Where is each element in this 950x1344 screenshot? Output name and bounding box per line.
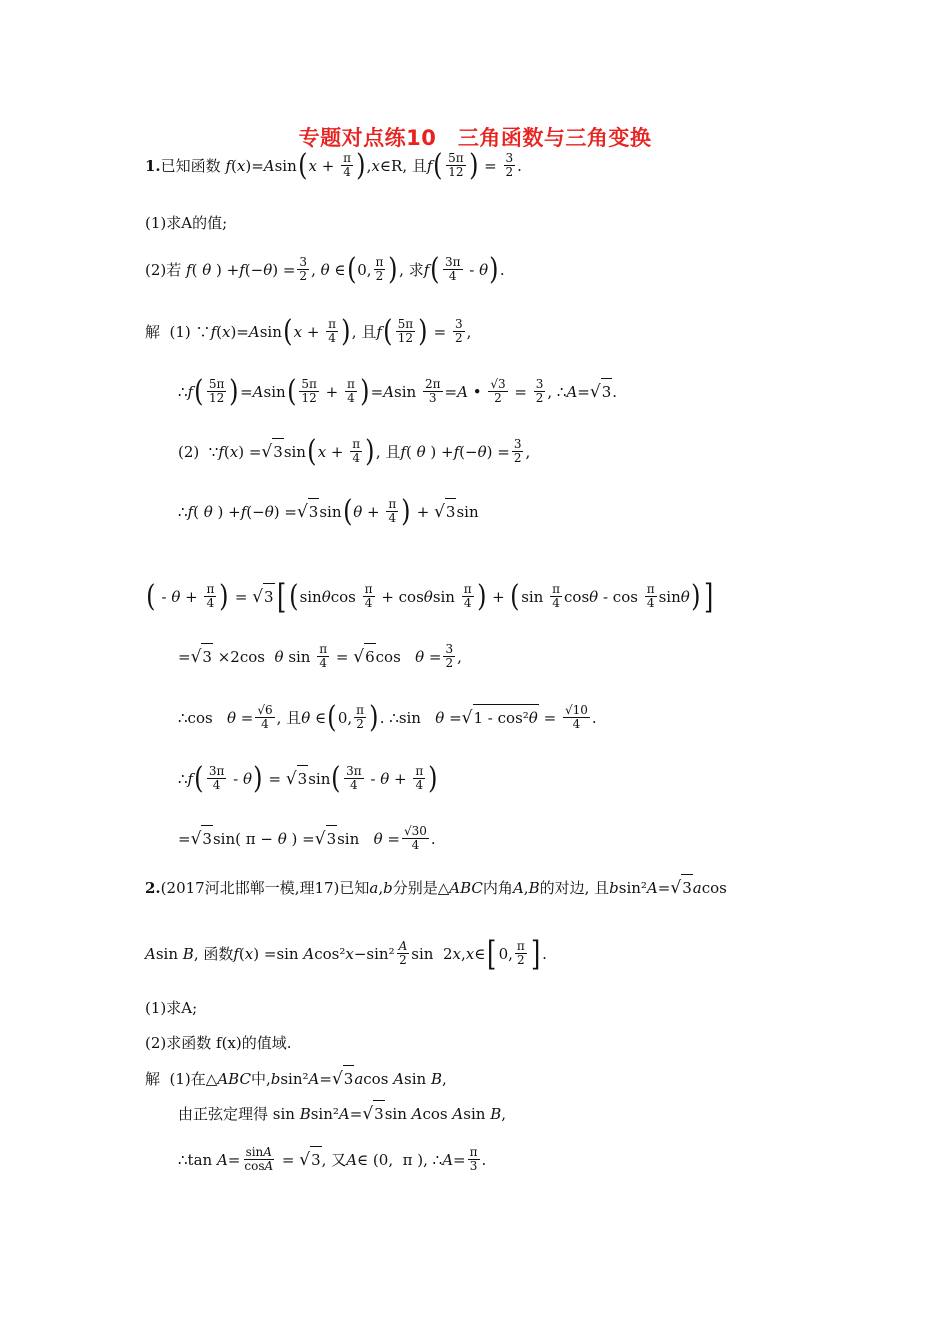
problem-2-solution-line-3: ∴tan A = $\frac{\sin A}{\cos A}$ = √ 3 , 又 A ∈ (0, π ), ∴ A = $\frac{\pi}{3}$ . [178, 1145, 487, 1173]
page-title: 专题对点练10 三角函数与三角变换 [298, 126, 652, 150]
problem-1-question-1: (1)求A的值; [145, 214, 228, 232]
problem-1-solution-line-2: ∴ f ( $\frac{5\pi}{12}$ ) = A sin ( $\frac{5\pi}{12}$ + $\frac{\pi}{4}$ ) = A sin $\frac{2\pi}{3}$ = A • $\frac{√3}{2}$ = $\frac{3}{2}$ , ∴ A = √ 3 . [178, 373, 618, 409]
problem-1-solution-line-5: ( - θ + $\frac{\pi}{4}$ ) = √ 3 [ ( sin θ cos $\frac{\pi}{4}$ + cos θ sin $\frac{\pi}{4}$ ) + ( sin $\frac{\pi}{4}$ cos θ - cos $\frac{\pi}{4}$ sin θ ) ] [146, 576, 713, 617]
problem-2-question-1: (1)求A; [145, 999, 198, 1017]
problem-1-solution-line-9: = √ 3 sin( π − θ ) = √ 3 sin θ = $\frac{√30}{4}$ . [178, 824, 436, 852]
problem-1-solution-line-8: ∴ f ( $\frac{3\pi}{4}$ - θ ) = √ 3 sin ( $\frac{3\pi}{4}$ - θ + $\frac{\pi}{4}$ ) [178, 760, 438, 796]
problem-1-solution-line-3: (2) ∵ f ( x ) = √ 3 sin ( x + $\frac{\pi}{4}$ ) , 且 f ( θ ) + f (− θ ) = $\frac{3}{2}$ , [178, 433, 531, 469]
problem-1-solution-line-7: ∴cos θ = $\frac{√6}{4}$ , 且 θ ∈ ( 0, $\frac{\pi}{2}$ ) . ∴sin θ = √ 1 - cos²θ = $\frac{√10}{4}$ . [178, 699, 597, 735]
problem-2-solution-line-2: 由正弦定理得 sin B sin² A = √ 3 sin A cos A sin B , [178, 1100, 506, 1127]
problem-2-stem-line-2: A sin B , 函数 f ( x ) =sin A cos² x −sin² $\frac{A}{2}$ sin 2 x , x ∈ [ 0, $\frac{\pi}{2}$ ] . [145, 933, 547, 974]
problem-1-solution-line-4: ∴ f ( θ ) + f (− θ ) = √ 3 sin ( θ + $\frac{\pi}{4}$ ) + √ 3 sin [178, 493, 479, 529]
problem-1-stem: 1. 已知函数 f ( x )= A sin ( x + $\frac{\pi}{4}$ ) , x ∈R, 且 f ( $\frac{5\pi}{12}$ ) = $\frac{3}{2}$ . [145, 147, 522, 183]
problem-1-question-2: (2)若 f ( θ ) + f (− θ ) = $\frac{3}{2}$ , θ ∈ ( 0, $\frac{\pi}{2}$ ) , 求 f ( $\frac{3\pi}{4}$ - θ ) . [145, 251, 505, 287]
problem-2-question-2: (2)求函数 f(x)的值域. [145, 1034, 292, 1052]
problem-2-solution-line-1: 解 (1)在△ ABC 中, b sin² A = √ 3 a cos A sin B , [145, 1065, 447, 1092]
problem-1-solution-line-1: 解 (1) ∵ f ( x )= A sin ( x + $\frac{\pi}{4}$ ) , 且 f ( $\frac{5\pi}{12}$ ) = $\frac{3}{2}$ , [145, 313, 472, 349]
problem-2-stem-line-1: 2. (2017河北邯郸一模,理17)已知 a , b 分别是△ ABC 内角 A , B 的对边, 且 b sin² A = √ 3 a cos [145, 874, 727, 901]
problem-1-solution-line-6: = √ 3 ×2cos θ sin $\frac{\pi}{4}$ = √ 6 cos θ = $\frac{3}{2}$ , [178, 642, 462, 670]
